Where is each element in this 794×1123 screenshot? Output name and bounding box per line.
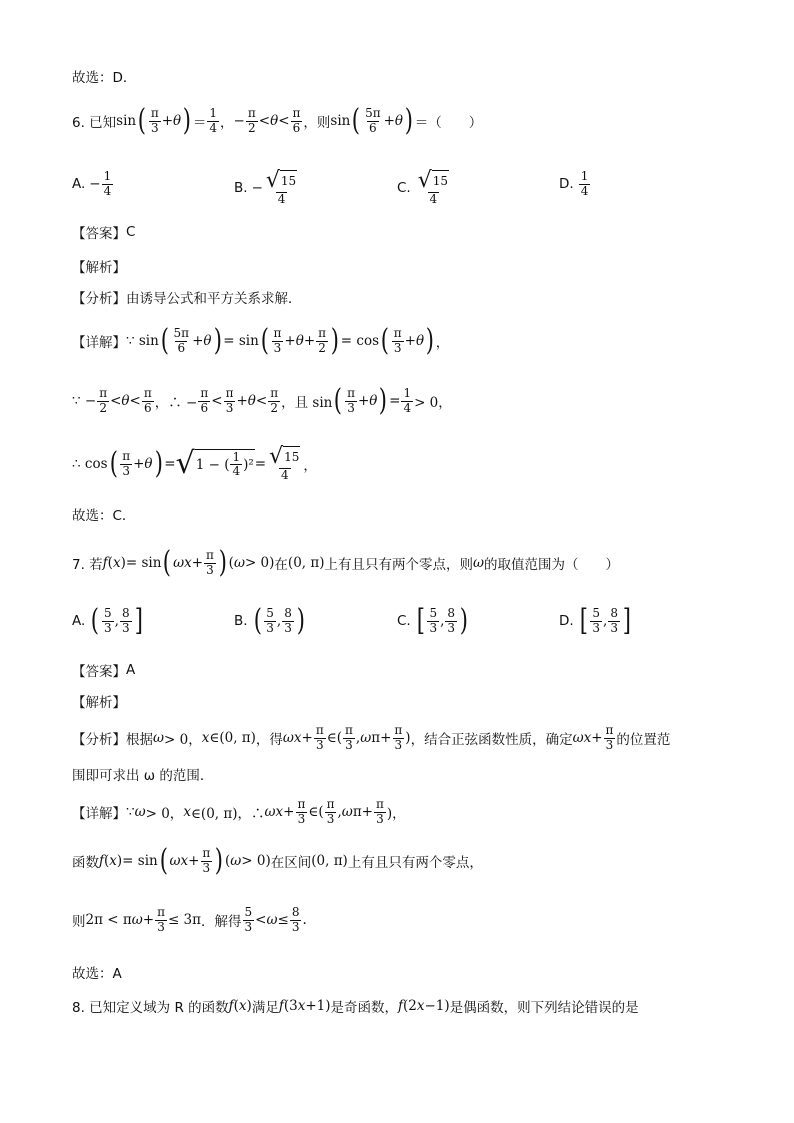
q7-conclusion: 故选：A [72, 966, 122, 982]
q6-detail-2: ∵ − $\frac{\pi}{2}$ < θ < $\frac{\pi}{6}$ ，∴ − $\frac{\pi}{6}$ < $\frac{\pi}{3}$ + θ < $\frac{\pi}{2}$ ，且 sin ( $\frac{\pi}{3}$ + θ ) = $\frac{1}{4}$ > 0， [72, 383, 452, 418]
q7-option-b[interactable]: B. ( $\frac{5}{3}$ , $\frac{8}{3}$ ) [234, 603, 305, 638]
q7-answer: 【答案】 A [72, 662, 136, 680]
q7-option-c[interactable]: C. [ $\frac{5}{3}$ , $\frac{8}{3}$ ) [397, 603, 468, 638]
q7-option-a[interactable]: A. ( $\frac{5}{3}$ , $\frac{8}{3}$ ] [72, 603, 143, 638]
q6-detail-1: 【详解】 ∵ sin ( $\frac{5\pi}{6}$ + θ ) = sin ( $\frac{\pi}{3}$ + θ + $\frac{\pi}{2}$ ) = cos ( $\frac{\pi}{3}$ + θ ) ， [72, 323, 450, 358]
q6-conclusion: 故选：C． [72, 508, 136, 524]
q7-option-d[interactable]: D. [ $\frac{5}{3}$ , $\frac{8}{3}$ ] [559, 603, 631, 638]
q6-option-b[interactable]: B. − √ 15 4 [234, 168, 297, 206]
q6-option-d[interactable]: D. $\frac{1}{4}$ [559, 169, 589, 198]
q7-detail-2: 函数 f ( x )= sin ( ωx + $\frac{\pi}{3}$ ) ( ω > 0) 在区间 (0, π) 上有且只有两个零点， [72, 843, 483, 878]
q6-fenxi: 【分析】 由诱导公式和平方关系求解． [72, 291, 302, 307]
q6-analysis-tag: 【解析】 [72, 260, 126, 276]
q6-target: sin ( $\frac{5\pi}{6}$ + θ ) [330, 103, 414, 138]
q8-stem: 8. 已知定义域为 R 的函数 f ( x ) 满足 f (3 x +1) 是奇函数， f (2 x −1) 是偶函数，则下列结论错误的是 [72, 998, 639, 1016]
q6-theta-range: − $\frac{\pi}{2}$ < θ < $\frac{\pi}{6}$ [233, 105, 301, 135]
q7-analysis-tag: 【解析】 [72, 695, 126, 711]
q5-conclusion: 故选：D． [72, 70, 137, 86]
q6-option-a[interactable]: A. − $\frac{1}{4}$ [72, 169, 112, 198]
q6-answer: 【答案】 C [72, 224, 136, 242]
q7-stem: 7. 若 f ( x )= sin ( ωx + $\frac{\pi}{3}$ ) ( ω > 0) 在 (0, π) 上有且只有两个零点，则 ω 的取值范围为（ ） [72, 545, 620, 580]
q6-option-c[interactable]: C. √ 15 4 [397, 168, 449, 206]
q6-number: 6. 已知 [72, 115, 117, 131]
q6-detail-3: ∴ cos ( $\frac{\pi}{3}$ + θ ) = √ 1 − ( $\frac{1}{4}$ )² = √ 15 4 ， [72, 444, 317, 482]
q7-detail-3: 则 2π < π ω + $\frac{\pi}{3}$ ≤ 3π ．解得 $\frac{5}{3}$ < ω ≤ $\frac{8}{3}$ . [72, 905, 307, 934]
q6-condition: sin ( $\frac{\pi}{3}$ + θ ) [116, 103, 192, 138]
q7-fenxi-1: 【分析】 根据 ω > 0， x ∈(0, π) ，得 ωx + $\frac{\pi}{3}$ ∈( $\frac{\pi}{3}$ , ω π+ $\frac{\pi}{3}$ ) ，结合正弦函数性质，确定 ωx + $\frac{\pi}{3}$ 的位置范 [72, 723, 671, 752]
q7-detail-1: 【详解】 ∵ ω > 0， x ∈(0, π)，∴ ωx + $\frac{\pi}{3}$ ∈( $\frac{\pi}{3}$ , ω π+ $\frac{\pi}{3}$ )， [72, 797, 406, 826]
q7-fenxi-2: 围即可求出 ω 的范围． [72, 768, 214, 784]
q6-stem: 6. 已知 sin ( $\frac{\pi}{3}$ + θ ) ＝ $\frac{1}{4}$ ， − $\frac{\pi}{2}$ < θ < $\frac{\pi}{6}$ ，则 sin ( $\frac{5\pi}{6}$ + θ ) ＝（ ） [72, 103, 483, 138]
